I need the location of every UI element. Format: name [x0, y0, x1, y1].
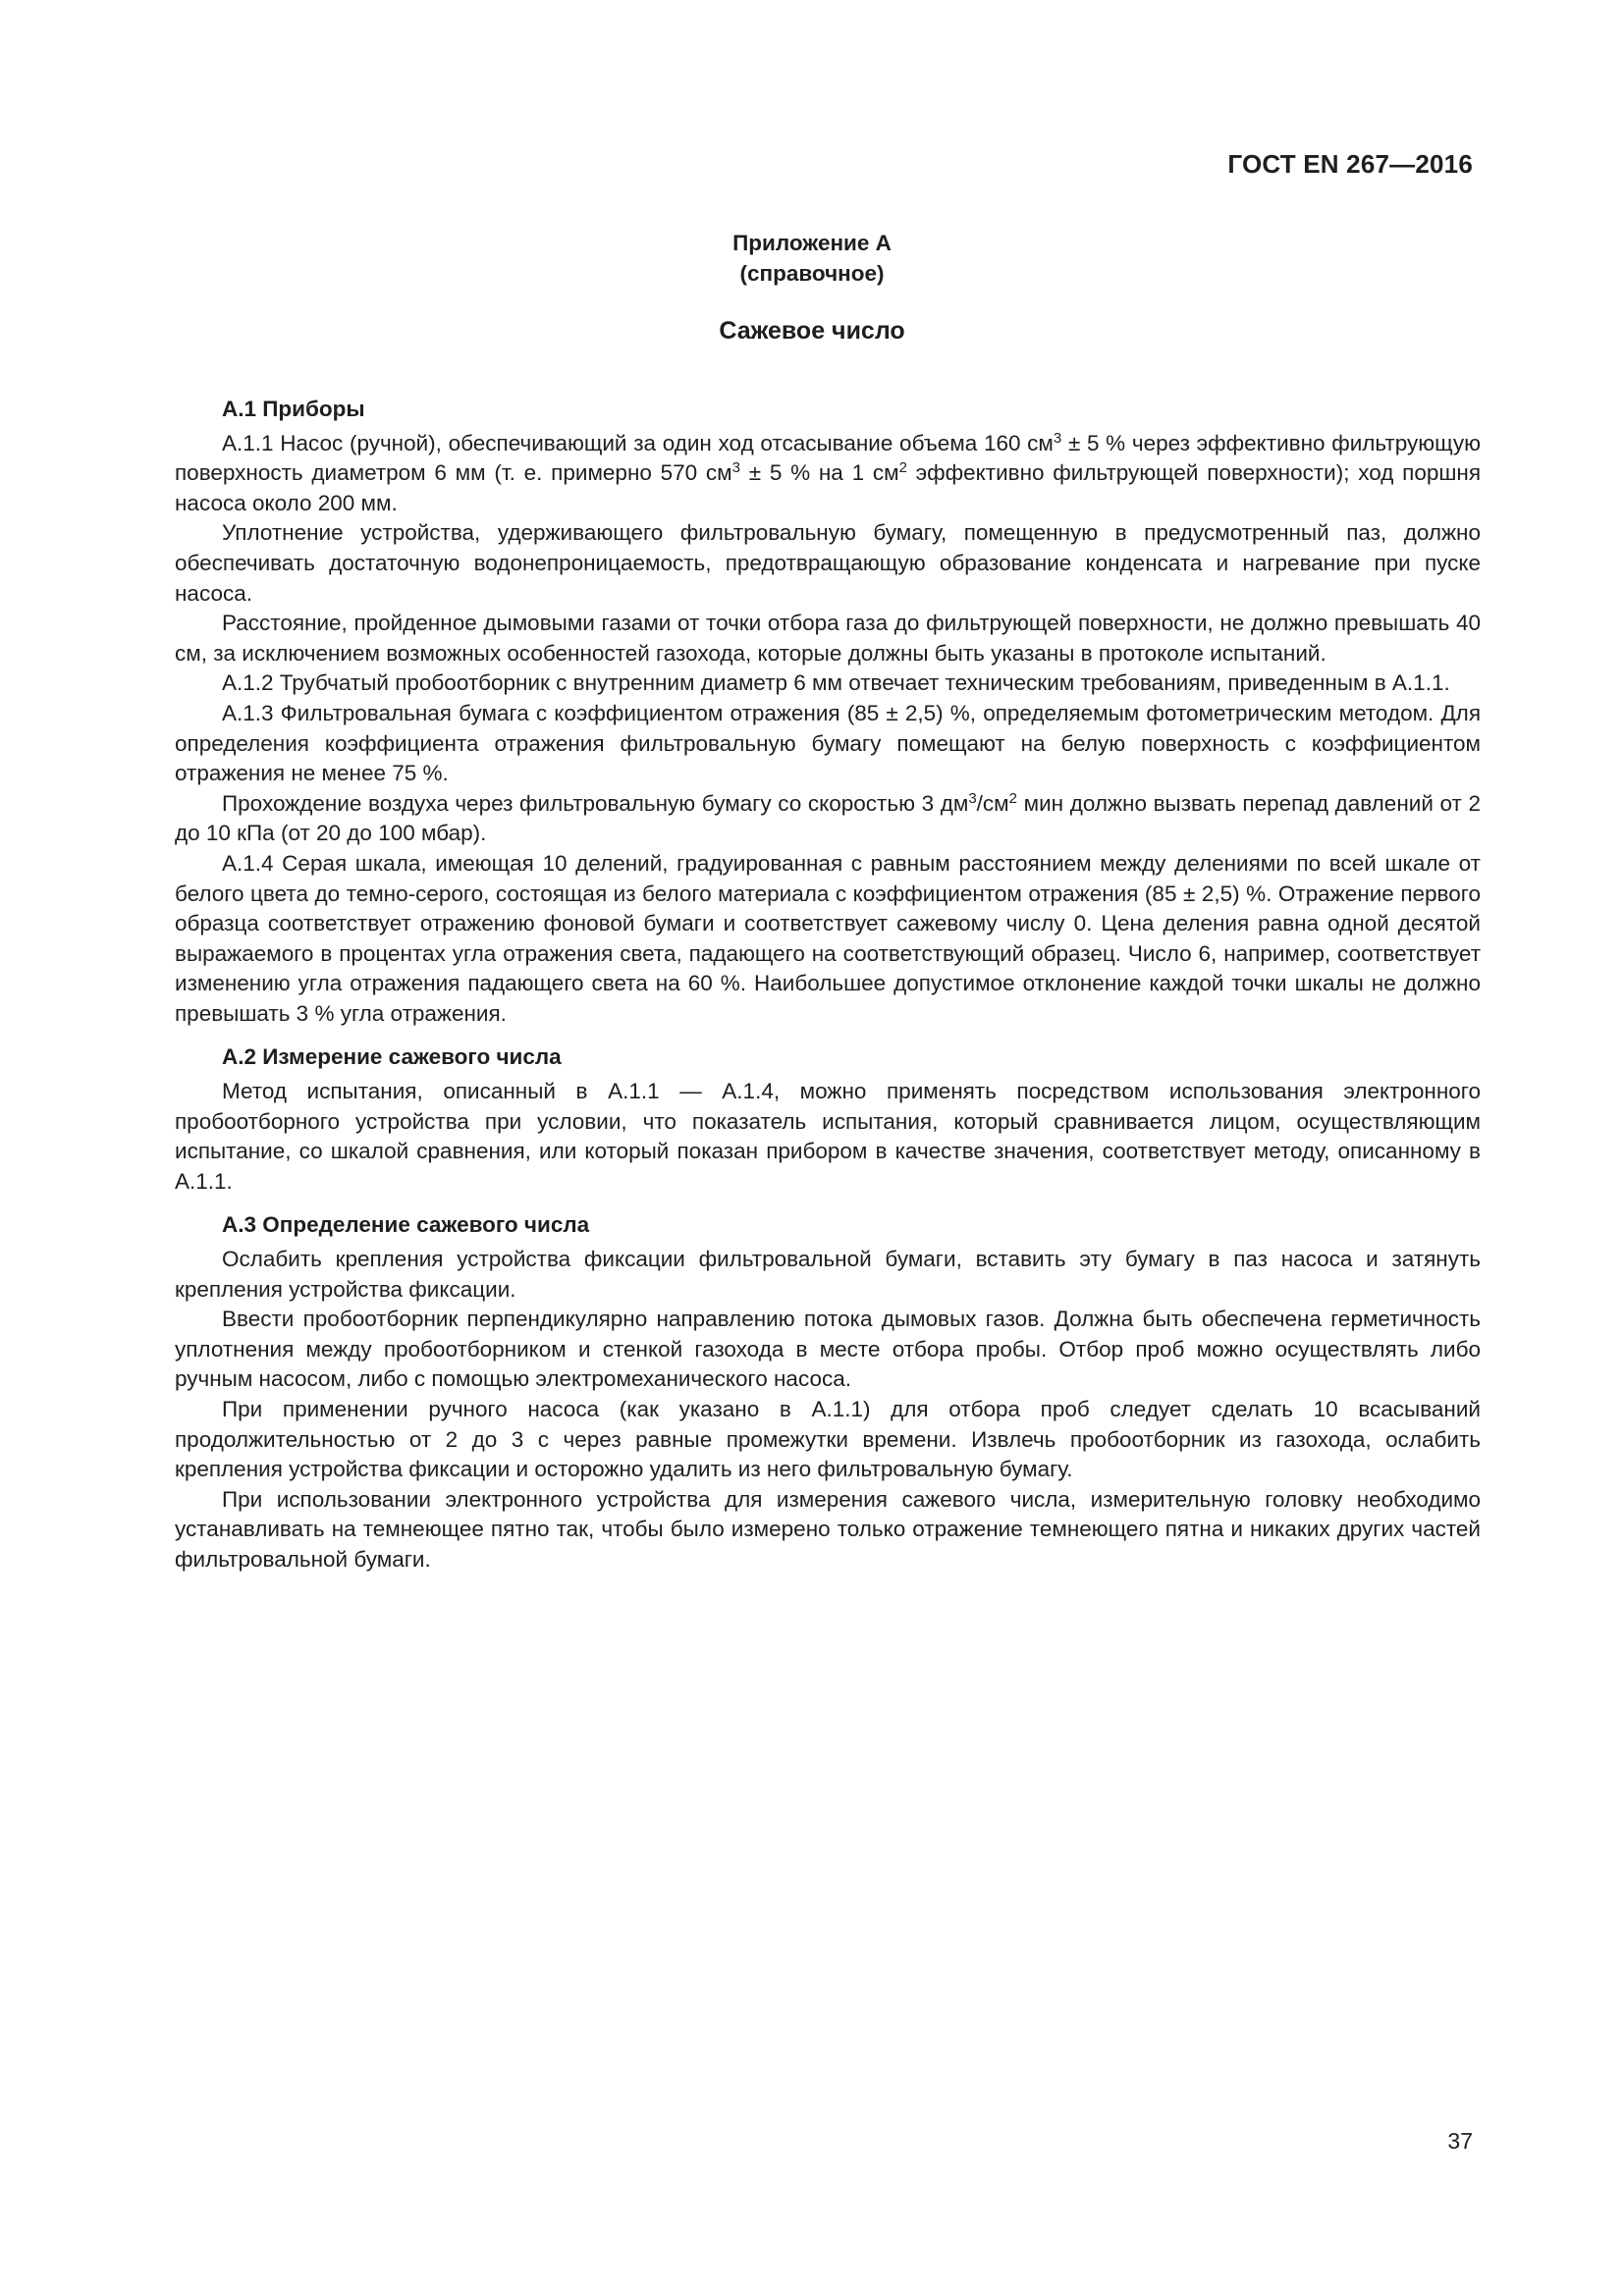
paragraph-a3-3: При применении ручного насоса (как указано в А.1.1) для отбора проб следует сделать 10 всасываний продолжительностью от 2 до 3 с через равные промежутки времени. Извлечь пробоотборник из газохода, ослабить крепления устройства фиксации и осторожно удалить из него фильтровальную бумагу. [175, 1397, 1481, 1482]
paragraph-a3-2: Ввести пробоотборник перпендикулярно направлению потока дымовых газов. Должна быть обеспечена герметичность уплотнения между пробоотборником и стенкой газохода в месте отбора пробы. Отбор проб можно осуществлять либо ручным насосом, либо с помощью электромеханического насоса. [175, 1307, 1481, 1392]
paragraph-a3-4: При использовании электронного устройства для измерения сажевого числа, измерительную головку необходимо устанавливать на темнеющее пятно так, чтобы было измерено только отражение темнеющего пятна и никаких других частей фильтровальной бумаги. [175, 1486, 1481, 1572]
annex-title: Сажевое число [719, 317, 905, 345]
page-number: 37 [1447, 2128, 1473, 2154]
paragraph-a1-3: А.1.3 Фильтровальная бумага с коэффициентом отражения (85 ± 2,5) %, определяемым фотометрическим методом. Для определения коэффициента отражения фильтровальную бумагу помещают на белую поверхность с коэффициентом отражения не менее 75 %. [175, 700, 1481, 786]
paragraph-a1-2: А.1.2 Трубчатый пробоотборник с внутренним диаметр 6 мм отвечает техническим требованиям, приведенным в А.1.1. [222, 670, 1450, 696]
paragraph-a1-1: А.1.1 Насос (ручной), обеспечивающий за один ход отсасывание объема 160 $см^3 \pm 5$ % через эффективно фильтрующую поверхность диаметром 6 мм (т. е. примерно 570 $см^3 \pm 5$ % на 1 $см^2$ эффективно фильтрующей поверхности); ход поршня насоса около 200 мм. [175, 429, 1482, 515]
paragraph-distance: Расстояние, пройденное дымовыми газами от точки отбора газа до фильтрующей поверхности, не должно превышать 40 см, за исключением возможных особенностей газохода, которые должны быть указаны в протоколе испытаний. [175, 611, 1481, 666]
paragraph-seal: Уплотнение устройства, удерживающего фильтровальную бумагу, помещенную в предусмотренный паз, должно обеспечивать достаточную водонепроницаемость, предотвращающую образование конденсата и нагревание при пуске насоса. [175, 520, 1481, 606]
annex-type: (справочное) [739, 261, 885, 286]
annex-label: Приложение А [732, 231, 892, 255]
section-a2-heading: А.2 Измерение сажевого числа [222, 1044, 562, 1070]
paragraph-a3-1: Ослабить крепления устройства фиксации фильтровальной бумаги, вставить эту бумагу в паз насоса и затянуть крепления устройства фиксации. [175, 1247, 1481, 1302]
section-a3-heading: А.3 Определение сажевого числа [222, 1212, 590, 1238]
document-body [175, 395, 1481, 1575]
document-code: ГОСТ EN 267—2016 [1227, 149, 1473, 179]
section-a1-heading: А.1 Приборы [222, 397, 365, 421]
paragraph-airflow: Прохождение воздуха через фильтровальную бумагу со скоростью 3 $дм^3/см^2$ мин должно вызвать перепад давлений от 2 до 10 кПа (от 20 до 100 мбар). [175, 789, 1481, 846]
annex-heading [0, 228, 1624, 289]
paragraph-a2-1: Метод испытания, описанный в А.1.1 — А.1.4, можно применять посредством использования электронного пробоотборного устройства при условии, что показатель испытания, который сравнивается лицом, осуществляющим испытание, со шкалой сравнения, или который показан прибором в качестве значения, соответствует методу, описанному в А.1.1. [175, 1079, 1481, 1194]
paragraph-a1-4: А.1.4 Серая шкала, имеющая 10 делений, градуированная с равным расстоянием между делениями по всей шкале от белого цвета до темно-серого, состоящая из белого материала с коэффициентом отражения (85 ± 2,5) %. Отражение первого образца соответствует отражению фоновой бумаги и соответствует сажевому числу 0. Цена деления равна одной десятой выражаемого в процентах угла отражения света, падающего на соответствующий образец. Число 6, например, соответствует изменению угла отражения падающего света на 60 %. Наибольшее допустимое отклонение каждой точки шкалы не должно превышать 3 % угла отражения. [175, 850, 1481, 1026]
